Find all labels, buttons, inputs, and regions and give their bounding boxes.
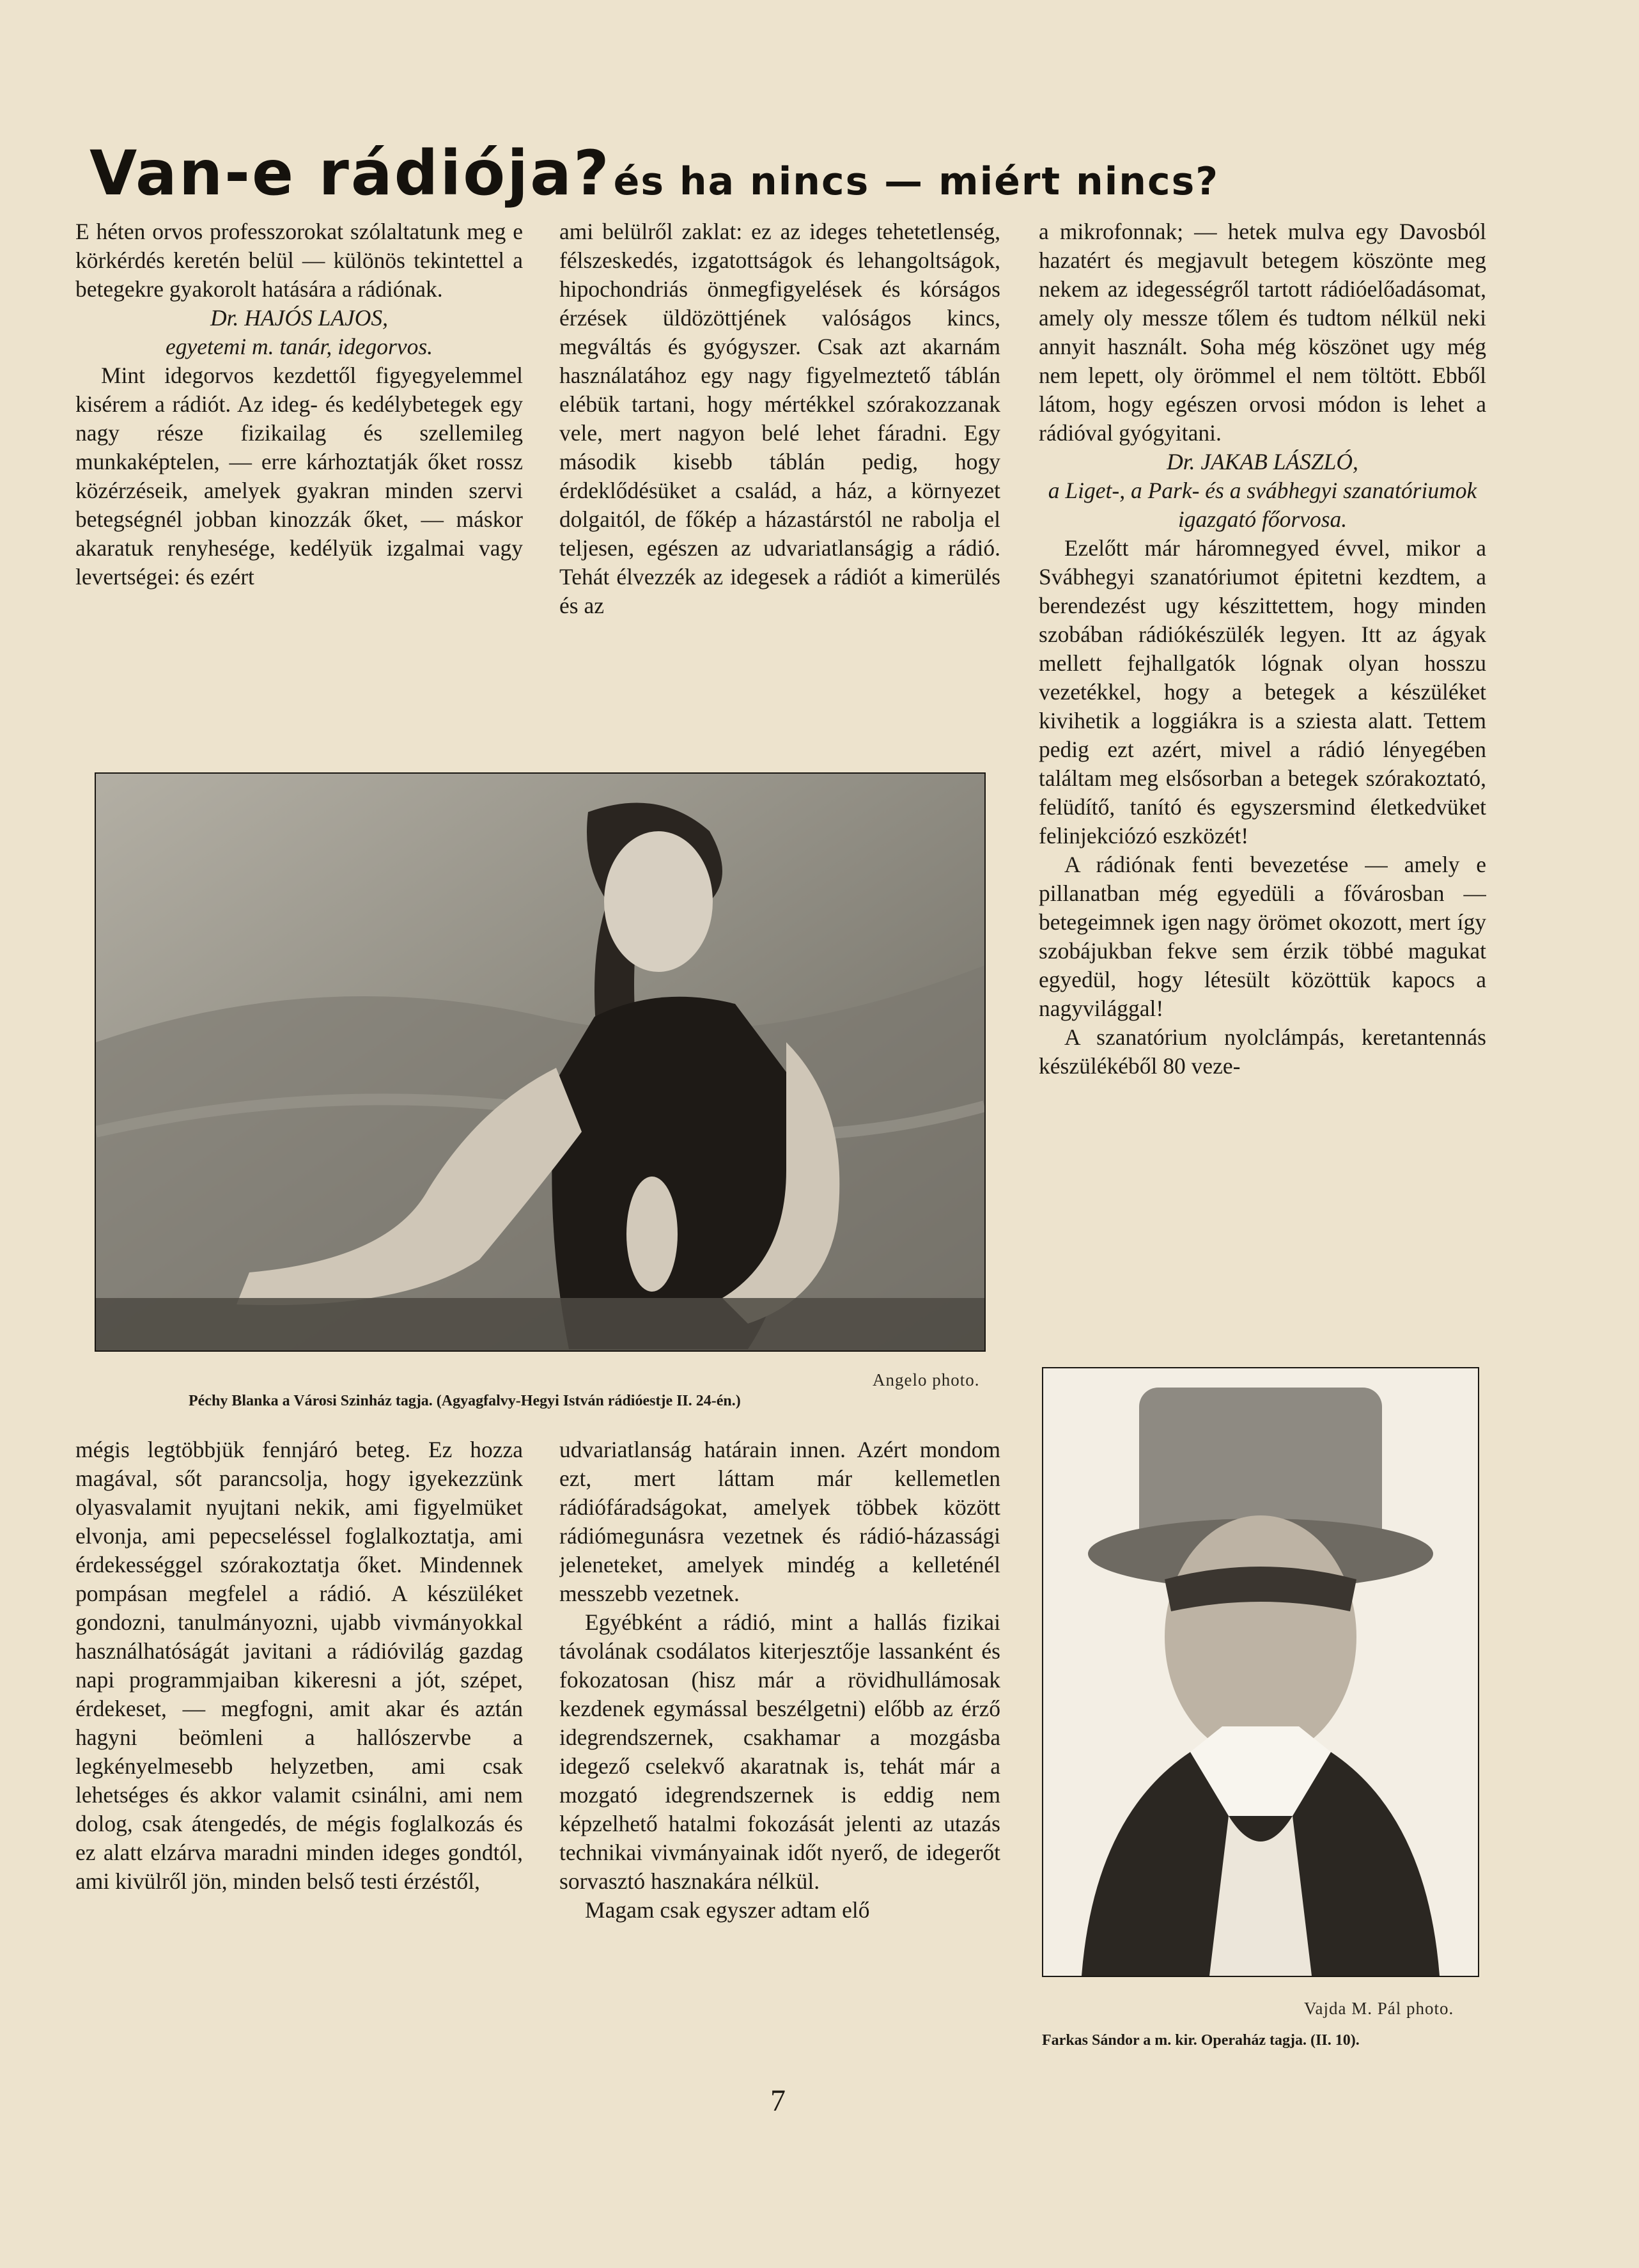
photo-caption-2: Farkas Sándor a m. kir. Operaház tagja. (II. 10). bbox=[1042, 2032, 1360, 2049]
photo-credit-2: Vajda M. Pál photo. bbox=[1304, 1999, 1454, 2018]
paragraph: udvariatlanság határain innen. Azért mondom ezt, mert láttam már kellemetlen rádiófáradságokat, amelyek többek között rádiómegunásra vezetnek és rádió-házassági jeleneteket, amelyek mindég a kelleténél messzebb vezetnek. bbox=[559, 1437, 1000, 1606]
headline bbox=[89, 137, 1560, 208]
paragraph: ami belülről zaklat: ez az ideges tehetetlenség, félszeskedés, izgatottságok és lehangoltságok, hipochondriás önmegfigyelések és kórságos érzések üldözöttjének valóságos kincs, megváltás és gyógyszer. Csak azt akarnám használatához egy nagy figyelmeztető táblán elébük tartani, hogy mértékkel szórakozzanak vele, mert nagyon belé lehet fáradni. Egy második kisebb táblán pedig, hogy érdeklődésüket a család, a ház, a környezet dolgaitól, de főkép a házastárstól ne rabolja el teljesen, egészen az udvariatlanságig a rádió. Tehát élvezzék az idegesek a rádiót a kimerülés és az bbox=[559, 219, 1000, 618]
paragraph: Egyébként a rádió, mint a hallás fizikai távolának csodálatos kiterjesztője lassanként és fokozatosan (hisz már a rövidhullámosak kezdenek egymással beszélgetni) előbb az érző idegrendszernek, csakhamar a mozgásba idegező cselekvő akaratnak is, tehát már a mozgató idegrendszernek is eddig nem képzelhető hatalmi fokozását jelenti az utazás technikai vivmányainak időt nyerő, de idegerőt sorvasztó hasznakára nélkül. bbox=[559, 1609, 1000, 1894]
portrait-photo-woman bbox=[95, 772, 986, 1352]
column-2 bbox=[559, 217, 1000, 729]
paragraph: Magam csak egyszer adtam elő bbox=[585, 1897, 870, 1923]
author-1-name: Dr. HAJÓS LAJOS, bbox=[210, 305, 389, 331]
headline-sub: és ha nincs — miért nincs? bbox=[613, 159, 1220, 204]
column-4 bbox=[75, 1435, 523, 2062]
intro-paragraph: E héten orvos professzorokat szólaltatunk meg e körkérdés keretén belül — különös tekintettel a betegekre gyakorolt hatására a rádiónak. bbox=[75, 219, 523, 302]
column-3 bbox=[1039, 217, 1486, 1311]
column-1 bbox=[75, 217, 523, 729]
author-2-name: Dr. JAKAB LÁSZLÓ, bbox=[1167, 449, 1358, 474]
photo-credit-1: Angelo photo. bbox=[873, 1370, 980, 1389]
paragraph: A szanatórium nyolclámpás, keretantennás készülékéből 80 veze- bbox=[1039, 1024, 1486, 1079]
headline-main: Van-e rádiója? bbox=[89, 137, 611, 208]
paragraph: Ezelőtt már háromnegyed évvel, mikor a Svábhegyi szanatóriumot épitetni kezdtem, a berendezést ugy készittettem, hogy minden szobában rádiókészülék legyen. Itt az ágyak mellett fejhallgatók lógnak olyan hosszu vezetékkel, hogy a betegek a készüléket kivihetik a loggiákra is a sziesta alatt. Tettem pedig ezt azért, mivel a rádió lényegében találtam meg elsősorban a betegek szórakoztató, felüdítő, tanító és egyszersmind életkedvüket felinjekciózó eszközét! bbox=[1039, 535, 1486, 849]
photo-caption-1: Péchy Blanka a Városi Szinház tagja. (Agyagfalvy-Hegyi István rádióestje II. 24-én.) bbox=[189, 1393, 741, 1409]
paragraph: mégis legtöbbjük fennjáró beteg. Ez hozza magával, sőt parancsolja, hogy igyekezzünk olyasvalamit nyujtani nekik, ami figyelmüket elvonja, ami pepecseléssel foglalkoztatja, ami érdekességgel szórakoztatja őket. Mindennek pompásan megfelel a rádió. A készüléket gondozni, tanulmányozni, ujabb vivmányokkal használhatóságát javitani a rádióvilág gazdag napi programmjaiban kikeresni a jót, szépet, érdekeset, — megfogni, amit akar és aztán hagyni beömleni a hallószervbe a legkényelmesebb helyzetben, ami csak lehetséges és akkor valamit csinálni, ami nem dolog, csak átengedés, de mégis foglalkozás és ez alatt elzárva maradni minden ideges gondtól, ami kivülről jön, minden belső testi érzéstől, bbox=[75, 1437, 523, 1894]
woman-portrait-icon bbox=[96, 774, 984, 1350]
paragraph: A rádiónak fenti bevezetése — amely e pillanatban még egyedüli a fővárosban — betegeimnek igen nagy örömet okozott, mert így szobájukban fekve sem érzik többé magukat egyedül, hogy létesült közöttük kapocs a nagyvilággal! bbox=[1039, 852, 1486, 1021]
portrait-photo-man bbox=[1042, 1367, 1479, 1977]
man-portrait-icon bbox=[1043, 1368, 1478, 1976]
page-number: 7 bbox=[770, 2084, 786, 2118]
column-5 bbox=[559, 1435, 1000, 2062]
paragraph: Mint idegorvos kezdettől figyegyelemmel kisérem a rádiót. Az ideg- és kedélybetegek egy nagy része fizikailag és szellemileg munkaképtelen, — erre kárhoztatják őket rossz közérzéseik, amelyek gyakran minden szervi betegségnél jobban kinozzák őket, — máskor akaratuk renyhesége, kedélyük izgalmai vagy levertségei: és ezért bbox=[75, 363, 523, 590]
author-2-title: a Liget-, a Park- és a svábhegyi szanatóriumok igazgató főorvosa. bbox=[1048, 478, 1477, 532]
paragraph: a mikrofonnak; — hetek mulva egy Davosból hazatért és megjavult betegem köszönte meg nekem az idegességről tartott rádióelőadásomat, amely oly messze tőlem és tudtom nélkül neki annyit használt. Soha még köszönet ugy még nem lepett, oly örömmel el nem töltött. Ebből látom, hogy egészen orvosi módon is lehet a rádióval gyógyitani. bbox=[1039, 219, 1486, 446]
author-1-title: egyetemi m. tanár, idegorvos. bbox=[165, 334, 433, 359]
